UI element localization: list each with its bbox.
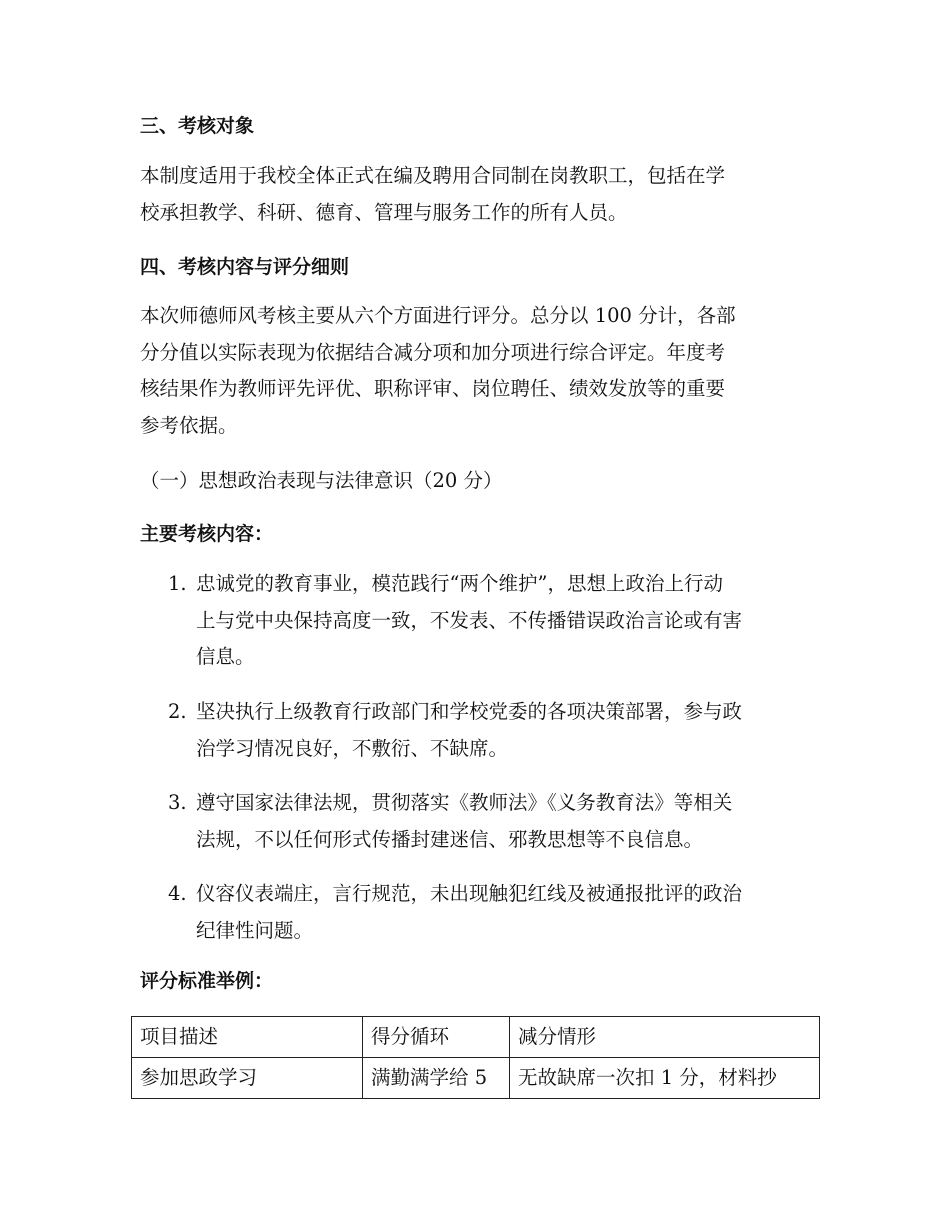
table-header-cell: 项目描述 xyxy=(132,1017,363,1058)
list-item-line: 信息。 xyxy=(196,645,255,668)
table-header-row xyxy=(132,1017,820,1058)
content-scoring-paragraph xyxy=(140,298,820,444)
table-row xyxy=(132,1058,820,1099)
list-item-line: 上与党中央保持高度一致，不发表、不传播错误政治言论或有害 xyxy=(196,608,743,632)
list-item-number: 2. xyxy=(168,700,187,723)
list-item-number: 3. xyxy=(168,791,187,814)
subsection-title: （一）思想政治表现与法律意识（20 分） xyxy=(140,469,503,492)
list-item-number: 1. xyxy=(168,572,187,595)
list-item-text xyxy=(196,876,836,949)
list-item-line: 忠诚党的教育事业，模范践行“两个维护”，思想上政治上行动 xyxy=(196,572,723,595)
list-item-line: 仪容仪表端庄，言行规范，未出现触犯红线及被通报批评的政治 xyxy=(196,882,743,905)
table-cell: 无故缺席一次扣 1 分，材料抄 xyxy=(510,1058,820,1099)
assessment-targets-paragraph xyxy=(140,158,820,231)
list-item-text xyxy=(196,785,836,858)
table-cell: 参加思政学习 xyxy=(132,1058,363,1099)
scoring-examples-heading: 评分标准举例： xyxy=(140,970,274,992)
scoring-table xyxy=(131,1016,820,1099)
table-header-cell: 减分情形 xyxy=(510,1017,820,1058)
paragraph-line: 本次师德师风考核主要从六个方面进行评分。总分以 100 分计，各部 xyxy=(140,304,736,327)
section-heading-content-and-scoring: 四、考核内容与评分细则 xyxy=(140,256,350,278)
list-item-line: 纪律性问题。 xyxy=(196,918,314,942)
list-item-line: 坚决执行上级教育行政部门和学校党委的各项决策部署，参与政 xyxy=(196,700,743,723)
table-cell: 满勤满学给 5 xyxy=(363,1058,510,1099)
paragraph-line: 分分值以实际表现为依据结合减分项和加分项进行综合评定。年度考 xyxy=(140,340,726,364)
list-item-text xyxy=(196,566,836,676)
list-item-line: 遵守国家法律法规，贯彻落实《教师法》《义务教育法》等相关 xyxy=(196,791,733,814)
list-item-text xyxy=(196,694,836,767)
paragraph-line: 校承担教学、科研、德育、管理与服务工作的所有人员。 xyxy=(140,200,628,224)
list-item-line: 治学习情况良好，不敷衍、不缺席。 xyxy=(196,736,509,760)
table-header-cell: 得分循环 xyxy=(363,1017,510,1058)
paragraph-line: 核结果作为教师评先评优、职称评审、岗位聘任、绩效发放等的重要 xyxy=(140,377,726,400)
paragraph-line: 本制度适用于我校全体正式在编及聘用合同制在岗教职工，包括在学 xyxy=(140,164,726,187)
section-heading-assessment-targets: 三、考核对象 xyxy=(140,115,255,137)
list-item-line: 法规，不以任何形式传播封建迷信、邪教思想等不良信息。 xyxy=(196,827,704,851)
main-content-heading: 主要考核内容： xyxy=(140,523,274,545)
paragraph-line: 参考依据。 xyxy=(140,413,238,437)
list-item-number: 4. xyxy=(168,882,187,905)
